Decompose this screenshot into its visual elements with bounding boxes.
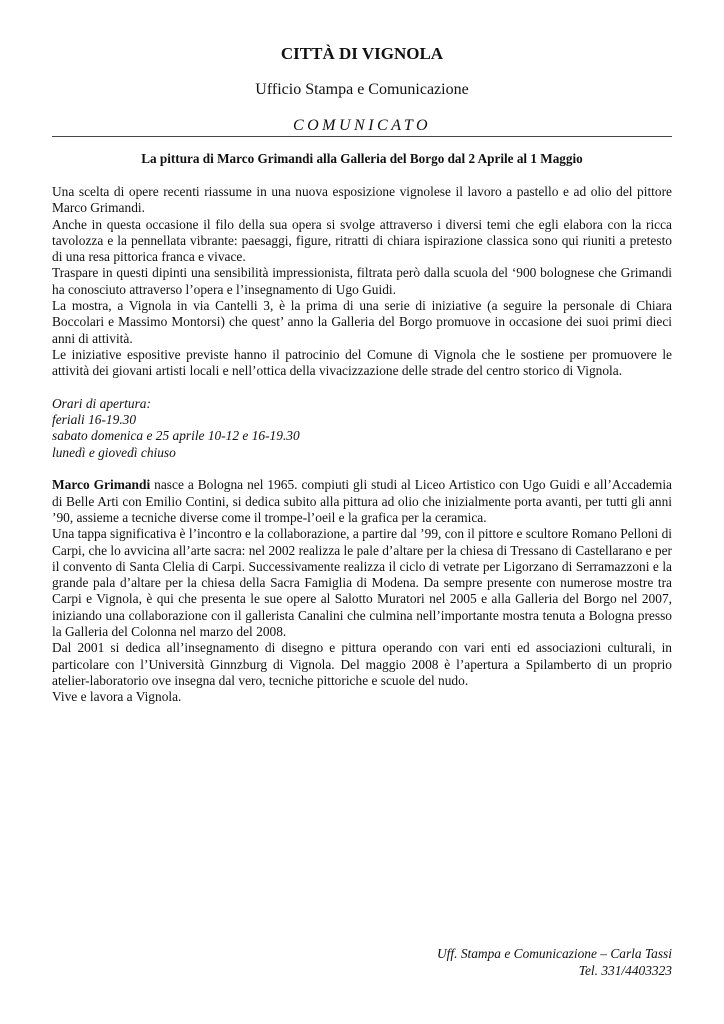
bio-text: nasce a Bologna nel 1965. compiuti gli studi al Liceo Artistico con Ugo Guidi e all’Accademia di Belle Arti con Emilio Contini, si dedica subito alla pittura ad olio che inizialmente porta avanti, per tutti gli anni ’90, assieme a tecniche diverse come il trompe-l’oeil e la grafica per la ceramica.: [52, 477, 672, 525]
body-paragraph: Una scelta di opere recenti riassume in una nuova esposizione vignolese il lavoro a pastello e ad olio del pittore Marco Grimandi.: [52, 184, 672, 216]
signature-line: Uff. Stampa e Comunicazione – Carla Tassi: [437, 946, 672, 961]
doc-type-heading: COMUNICATO: [292, 117, 432, 134]
header-divider: [52, 136, 672, 137]
hours-weekend: sabato domenica e 25 aprile 10-12 e 16-19.30: [52, 428, 300, 444]
artist-name: Marco Grimandi: [52, 477, 151, 493]
phone-line: Tel. 331/4403323: [578, 963, 672, 978]
spacer: [52, 461, 672, 477]
body-paragraph: Traspare in questi dipinti una sensibilità impressionista, filtrata però dalla scuola del ‘900 bolognese che Grimandi ha conosciuto attraverso l’opera e l’insegnamento di Ugo Guidi.: [52, 265, 672, 297]
body-paragraph: Anche in questa occasione il filo della sua opera si svolge attraverso i diversi temi che egli elabora con la ricca tavolozza e la pennellata vibrante: paesaggi, figure, ritratti di chiara ispirazione classica sono qui riuniti a pretesto di una resa pittorica franca e vivace.: [52, 216, 672, 265]
document-body: [52, 184, 672, 706]
bio-paragraph: [52, 477, 672, 526]
hours-closed: lunedì e giovedì chiuso: [52, 444, 176, 460]
spacer: [52, 380, 672, 396]
press-release-title: La pittura di Marco Grimandi alla Galleria del Borgo dal 2 Aprile al 1 Maggio: [141, 151, 583, 166]
bio-paragraph: Dal 2001 si dedica all’insegnamento di disegno e pittura operando con vari enti ed associazioni culturali, in particolare con l’Università Ginnzburg di Vignola. Del maggio 2008 è l’apertura a Spilamberto di un proprio atelier-laboratorio ove insegna dal vero, tecniche pittoriche e scuole del nudo.: [52, 640, 672, 688]
office-heading: Ufficio Stampa e Comunicazione: [255, 81, 469, 98]
footer-signature: [437, 945, 672, 979]
city-heading: CITTÀ DI VIGNOLA: [280, 44, 444, 63]
body-paragraph: La mostra, a Vignola in via Cantelli 3, è la prima di una serie di iniziative (a seguire la personale di Chiara Boccolari e Massimo Montorsi) che quest’ anno la Galleria del Borgo promuove in occasione dei suoi primi dieci anni di attività.: [52, 298, 672, 346]
bio-paragraph: Una tappa significativa è l’incontro e la collaborazione, a partire dal ’99, con il pittore e scultore Romano Pelloni di Carpi, che lo avvicina all’arte sacra: nel 2002 realizza le pale d’altare per la chiesa di Tressano di Castellarano e per il convento di Santa Clelia di Carpi. Successivamente realizza il ciclo di vetrate per Ligorzano di Serramazzoni e la grande pala d’altare per la chiesa della Sacra Famiglia di Modena. Da sempre presente con numerose mostre tra Carpi e Vignola, è qui che presenta le sue opere al Salotto Muratori nel 2005 e alla Galleria del Borgo nel 2007, iniziando una collaborazione con il gallerista Canalini che culmina nell’importante mostra tenuta a Bologna presso la Galleria del Colonna nel marzo del 2008.: [52, 526, 672, 640]
bio-paragraph: Vive e lavora a Vignola.: [52, 689, 182, 705]
hours-heading: Orari di apertura:: [52, 395, 151, 411]
body-paragraph: Le iniziative espositive previste hanno il patrocinio del Comune di Vignola che le sostiene per promuovere le attività dei giovani artisti locali e nell’ottica della vivacizzazione delle strade del centro storico di Vignola.: [52, 346, 672, 379]
hours-weekdays: feriali 16-19.30: [52, 412, 137, 428]
